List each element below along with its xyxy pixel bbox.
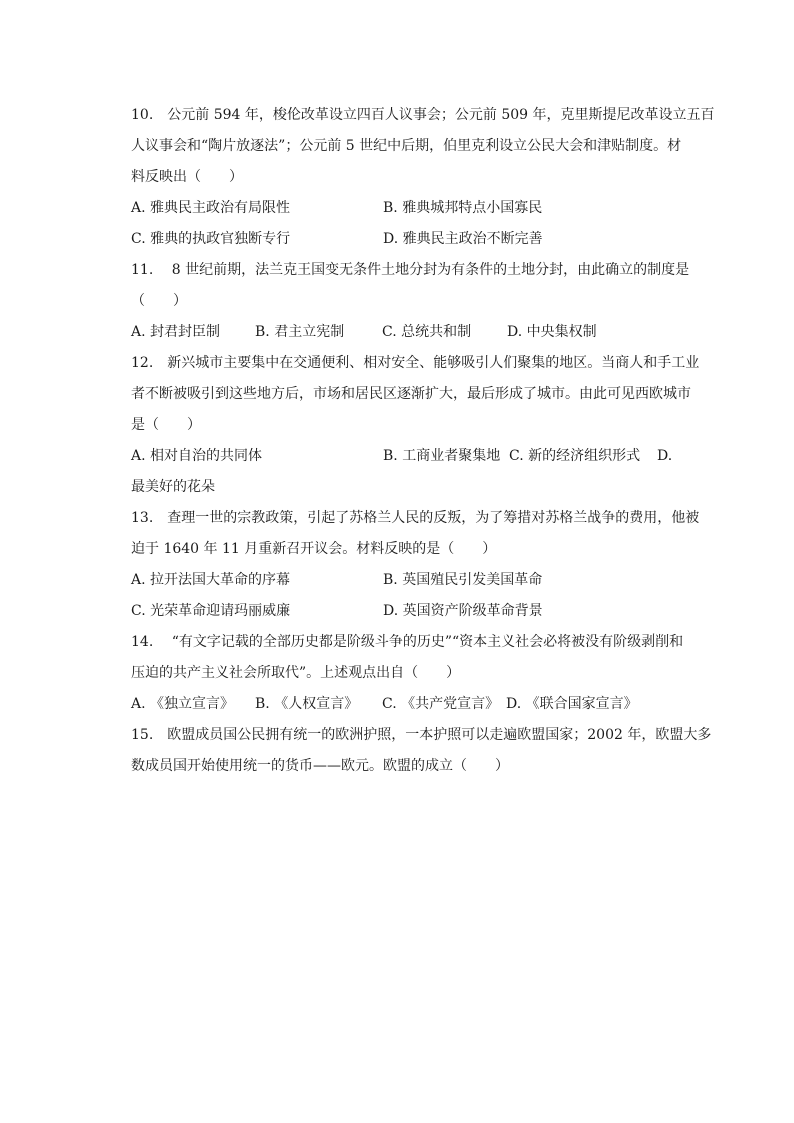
option-d: D. 中央集权制 [507,324,597,340]
question-13 [131,503,700,627]
question-10 [131,100,715,255]
option-c: C. 光荣革命迎请玛丽威廉 [131,603,291,619]
question-stem-line: 12. 新兴城市主要集中在交通便利、相对安全、能够吸引人们聚集的地区。当商人和手工业 [131,355,700,371]
question-stem-line: 人议事会和“陶片放逐法”；公元前 5 世纪中后期，伯里克利设立公民大会和津贴制度。材 [131,138,682,154]
option-c: C. 新的经济组织形式 [509,448,641,464]
option-b: B. 《人权宣言》 [255,696,359,712]
option-a: A. 相对自治的共同体 [131,448,263,464]
option-a: A. 拉开法国大革命的序幕 [131,572,291,588]
question-stem-line: 是（ ） [131,417,201,433]
option-c: C. 总统共和制 [382,324,472,340]
question-11 [131,255,691,348]
question-15 [131,720,712,782]
options-row [131,596,691,627]
option-b: B. 雅典城邦特点小国寡民 [383,200,543,216]
option-b: B. 英国殖民引发美国革命 [383,572,543,588]
question-stem-line: 者不断被吸引到这些地方后，市场和居民区逐渐扩大，最后形成了城市。由此可见西欧城市 [131,386,691,402]
exam-page [131,100,715,782]
question-stem-line: 14. “有文字记载的全部历史都是阶级斗争的历史”“资本主义社会必将被没有阶级剥削和 [131,634,684,650]
option-a: A. 《独立宣言》 [131,696,235,712]
question-stem-line: 料反映出（ ） [131,169,243,185]
options-row [131,441,691,472]
option-c: C. 《共产党宣言》 [382,696,500,712]
question-stem-line: （ ） [131,293,187,309]
option-a: A. 雅典民主政治有局限性 [131,200,291,216]
option-d-label: D. [657,448,673,464]
question-12 [131,348,700,503]
question-stem-line: 数成员国开始使用统一的货币——欧元。欧盟的成立（ ） [131,758,509,774]
option-b: B. 工商业者聚集地 [383,448,501,464]
question-stem-line: 10. 公元前 594 年，梭伦改革设立四百人议事会；公元前 509 年，克里斯提尼改革设立五百 [131,107,715,123]
question-stem-line: 13. 查理一世的宗教政策，引起了苏格兰人民的反叛，为了筹措对苏格兰战争的费用，他被 [131,510,700,526]
options-row [131,689,691,720]
question-stem-line: 15. 欧盟成员国公民拥有统一的欧洲护照，一本护照可以走遍欧盟国家；2002 年，欧盟大多 [131,727,712,743]
option-d-text: 最美好的花朵 [131,479,215,495]
option-c: C. 雅典的执政官独断专行 [131,231,291,247]
option-d: D. 雅典民主政治不断完善 [383,231,543,247]
options-row [131,565,691,596]
question-stem-line: 压迫的共产主义社会所取代”。上述观点出自（ ） [131,665,461,681]
option-a: A. 封君封臣制 [131,324,221,340]
question-14 [131,627,691,720]
options-row [131,193,691,224]
options-row [131,317,691,348]
question-stem-line: 迫于 1640 年 11 月重新召开议会。材料反映的是（ ） [131,541,497,557]
option-d: D. 《联合国家宣言》 [506,696,638,712]
option-b: B. 君主立宪制 [255,324,345,340]
option-d: D. 英国资产阶级革命背景 [383,603,543,619]
options-row [131,224,691,255]
question-stem-line: 11. 8 世纪前期，法兰克王国变无条件土地分封为有条件的土地分封，由此确立的制度是 [131,262,690,278]
